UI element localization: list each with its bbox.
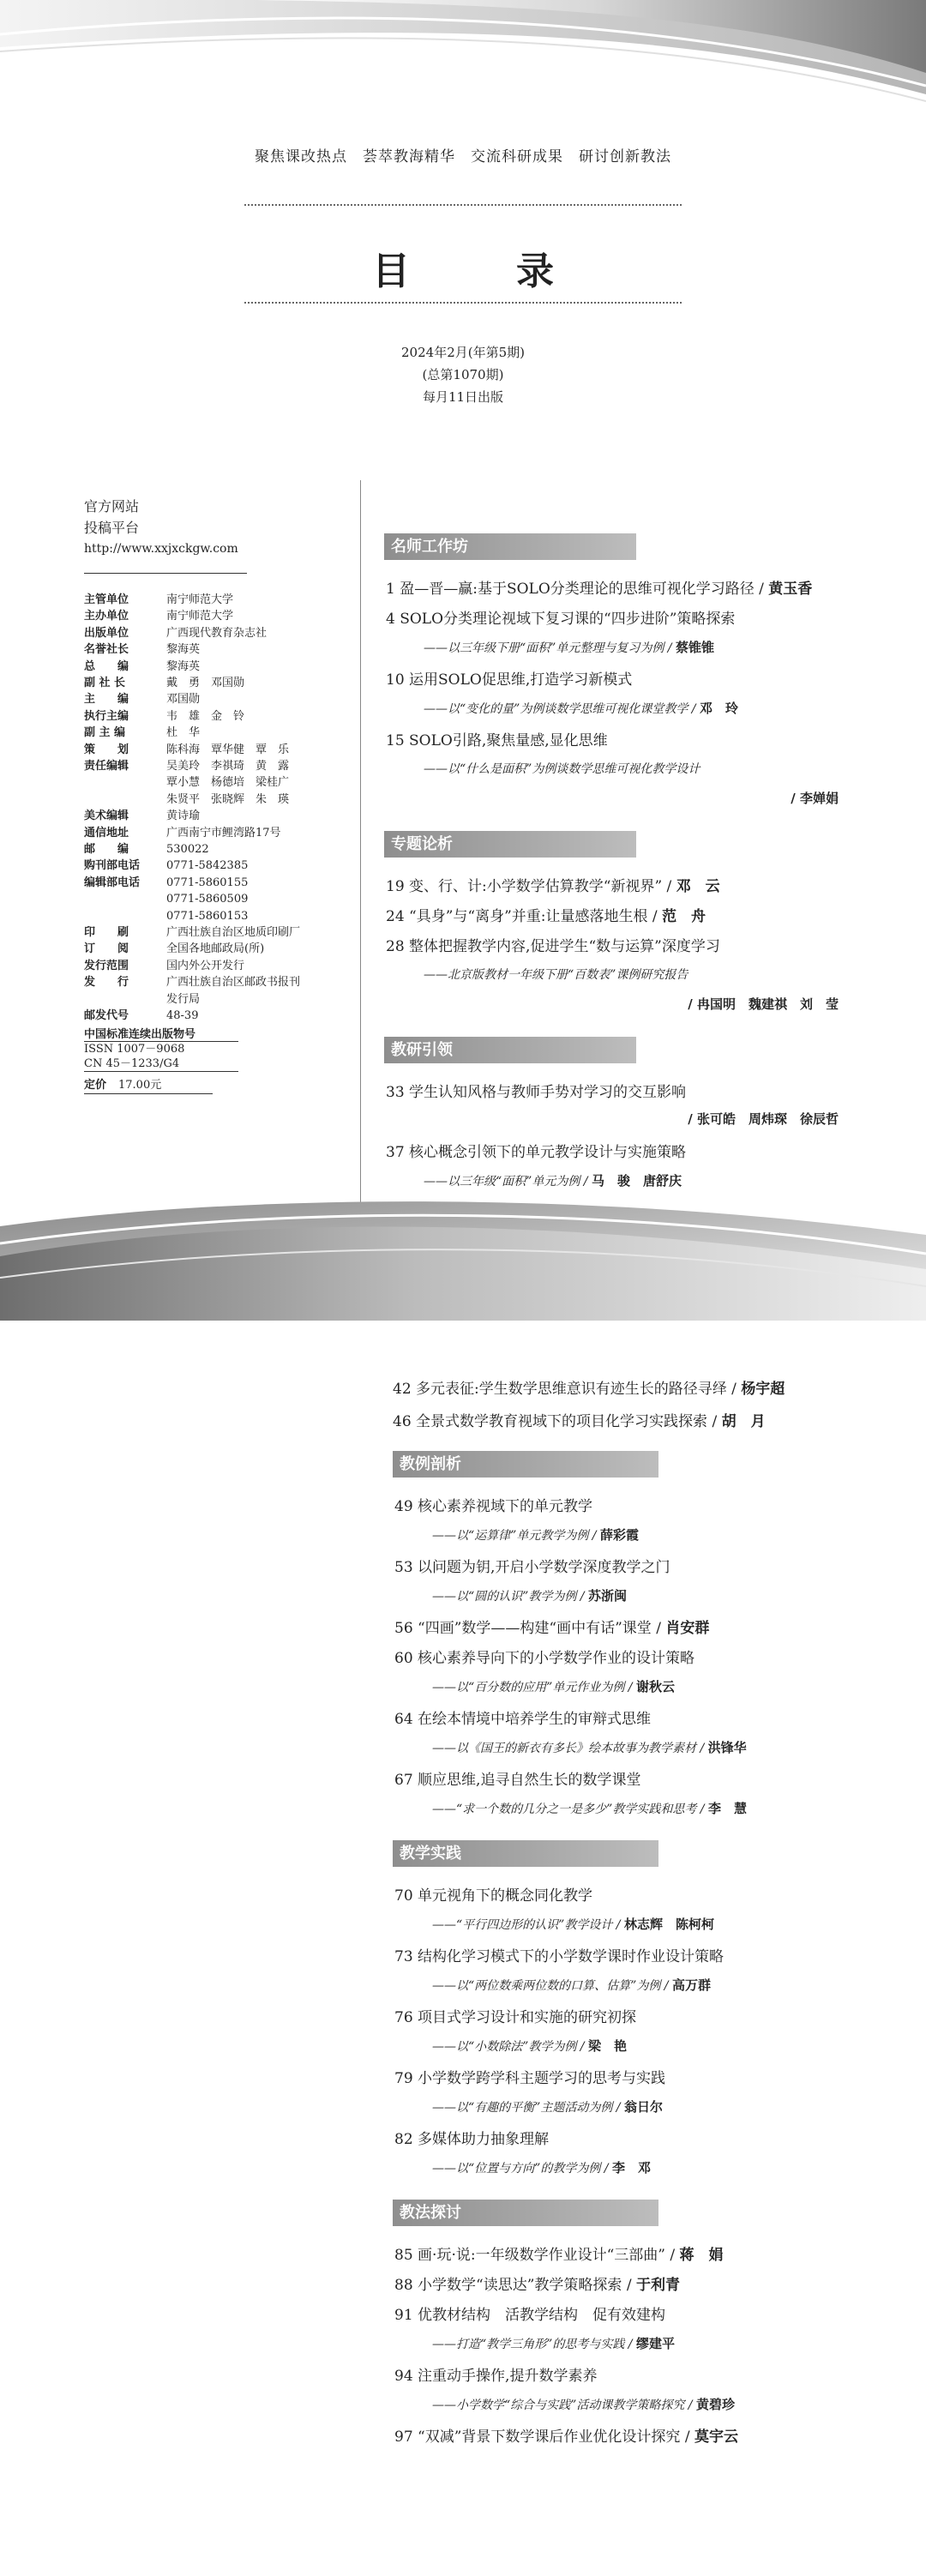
top-dotted-divider xyxy=(244,204,682,206)
info-row xyxy=(84,941,355,957)
toc-entry[interactable] xyxy=(394,2127,549,2148)
info-label: 印 刷 xyxy=(84,926,129,939)
toc-entry[interactable] xyxy=(394,1616,709,1637)
info-value: 国内外公开发行 xyxy=(166,959,245,972)
entry-title: 42 多元表征:学生数学思维意识有迹生长的路径寻绎 / xyxy=(393,1381,742,1398)
author-name: 翁日尔 xyxy=(623,2099,663,2115)
info-label xyxy=(84,991,166,1008)
entry-title: 94 注重动手操作,提升数学素养 xyxy=(394,2368,598,2385)
subtitle-text: ——以“有趣的平衡”主题活动为例 / xyxy=(432,2101,624,2115)
info-row xyxy=(84,641,355,658)
entry-title: 85 画·玩·说:一年级数学作业设计“三部曲” / xyxy=(394,2247,680,2264)
info-label xyxy=(84,774,166,791)
info-label: 订 阅 xyxy=(84,942,129,956)
issue-total: (总第1070期) xyxy=(422,367,504,382)
toc-subtitle xyxy=(424,760,700,777)
info-row xyxy=(84,958,355,974)
author-name: 梁 艳 xyxy=(587,2038,627,2054)
info-label: 主管单位 xyxy=(84,593,129,606)
info-label xyxy=(84,791,166,808)
toc-author-line: / 李婵娟 xyxy=(791,791,839,806)
entry-title: 76 项目式学习设计和实施的研究初探 xyxy=(394,2009,637,2026)
info-row xyxy=(84,791,355,808)
subtitle-text: ——以三年级下册“面积”单元整理与复习为例 / xyxy=(424,641,676,655)
toc-entry[interactable] xyxy=(386,1140,686,1161)
entry-title: 53 以问题为钥,开启小学数学深度教学之门 xyxy=(394,1559,670,1576)
info-row xyxy=(84,708,355,725)
author-name: 邓 云 xyxy=(676,878,720,895)
footer-swoosh-decoration xyxy=(0,1175,926,1321)
info-label xyxy=(84,908,166,924)
entry-title: 28 整体把握教学内容,促进学生“数与运算”深度学习 xyxy=(386,938,720,955)
info-value: 广西南宁市鲤湾路17号 xyxy=(166,826,281,840)
entry-title: 56 “四画”数学——构建“画中有话”课堂 / xyxy=(394,1620,666,1637)
toc-subtitle xyxy=(432,1976,711,1994)
subtitle-text: ——以“圆的认识”教学为例 / xyxy=(432,1590,588,1604)
toc-subtitle xyxy=(432,1799,747,1817)
author-name: 于利青 xyxy=(635,2277,680,2294)
info-value: 0771-5860155 xyxy=(166,876,249,889)
toc-subtitle xyxy=(432,1526,639,1544)
entry-title: 49 核心素养视域下的单元教学 xyxy=(394,1498,593,1515)
toc-subtitle xyxy=(432,1677,675,1695)
author-name: 黄玉香 xyxy=(768,581,813,598)
subtitle-text: ——“平行四边形的认识”教学设计 / xyxy=(432,1918,624,1932)
author-name: 马 骏 唐舒庆 xyxy=(591,1173,682,1189)
toc-subtitle xyxy=(424,966,688,983)
toc-entry[interactable] xyxy=(386,874,720,895)
price-label: 定价 xyxy=(84,1079,107,1092)
entry-title: 10 运用SOLO促思维,打造学习新模式 xyxy=(386,671,633,689)
info-label: 副 主 编 xyxy=(84,726,126,740)
info-label: 执行主编 xyxy=(84,709,129,723)
info-row xyxy=(84,875,355,891)
info-label: 名誉社长 xyxy=(84,643,129,657)
entry-title: 1 盈—晋—赢:基于SOLO分类理论的思维可视化学习路径 / xyxy=(386,581,769,598)
info-value: 发行局 xyxy=(166,992,201,1006)
info-label: 责任编辑 xyxy=(84,760,129,773)
page-title: 目 录 xyxy=(372,250,588,293)
info-row xyxy=(84,675,355,691)
info-value: 黎海英 xyxy=(166,659,201,673)
toc-subtitle xyxy=(432,1586,627,1604)
info-label: 副 社 长 xyxy=(84,677,126,689)
info-value: 覃小慧 杨德培 梁桂广 xyxy=(166,776,290,790)
author-name: 黄碧珍 xyxy=(695,2397,735,2412)
section-header: 教研引领 xyxy=(384,1037,636,1063)
info-row xyxy=(84,991,355,1008)
info-value: 0771-5842385 xyxy=(166,859,249,873)
author-name: 莫宇云 xyxy=(694,2429,738,2446)
column-divider xyxy=(360,480,361,1213)
info-row xyxy=(84,608,355,624)
entry-title: 46 全景式数学教育视域下的项目化学习实践探索 / xyxy=(393,1413,722,1430)
subtitle-text: ——以三年级“面积”单元为例 / xyxy=(424,1175,592,1189)
info-label: 发 行 xyxy=(84,976,129,990)
subtitle-text: ——以“运算律”单元教学为例 / xyxy=(432,1529,600,1543)
cn-number: CN 45－1233/G4 xyxy=(84,1057,180,1070)
standard-serial-label: 中国标准连续出版物号 xyxy=(84,1028,196,1041)
entry-title: 24 “具身”与“离身”并重:让量感落地生根 / xyxy=(386,908,663,925)
toc-subtitle xyxy=(432,2395,735,2413)
toc-entry[interactable] xyxy=(394,1767,640,1789)
toc-entry[interactable] xyxy=(386,934,720,955)
info-value: 南宁师范大学 xyxy=(166,593,234,606)
subtitle-text: ——打造“教学三角形”的思考与实践 / xyxy=(432,2338,636,2351)
author-name: 缪建平 xyxy=(635,2336,675,2351)
info-row xyxy=(84,858,355,874)
toc-subtitle xyxy=(432,2037,627,2055)
info-row xyxy=(84,659,355,675)
toc-entry[interactable] xyxy=(394,2424,738,2446)
toc-entry[interactable] xyxy=(394,1944,724,1965)
info-value: 广西壮族自治区邮政书报刊 xyxy=(166,976,301,990)
submission-platform-label: 投稿平台 xyxy=(84,520,140,536)
toc-subtitle xyxy=(432,1915,714,1933)
info-row xyxy=(84,592,355,608)
entry-title: 79 小学数学跨学科主题学习的思考与实践 xyxy=(394,2070,666,2087)
author-name: 李 慧 xyxy=(707,1801,747,1816)
info-value: 韦 雄 金 铃 xyxy=(166,709,245,723)
entry-title: 37 核心概念引领下的单元教学设计与实施策略 xyxy=(386,1144,687,1161)
toc-entry[interactable] xyxy=(386,576,812,598)
toc-entry[interactable] xyxy=(393,1376,785,1398)
author-name: 谢秋云 xyxy=(635,1679,675,1694)
toc-entry[interactable] xyxy=(386,1080,686,1101)
toc-entry[interactable] xyxy=(394,2302,665,2324)
subtitle-text: ——以“百分数的应用”单元作业为例 / xyxy=(432,1681,636,1694)
info-value: 朱贤平 张晓辉 朱 瑛 xyxy=(166,792,290,806)
subtitle-text: ——小学数学“综合与实践”活动课教学策略探究 / xyxy=(432,2398,696,2412)
info-row xyxy=(84,625,355,641)
author-name: 范 舟 xyxy=(662,908,707,925)
info-label: 美术编辑 xyxy=(84,810,129,823)
subtitle-text: ——以《国王的新衣有多长》绘本故事为教学素材 / xyxy=(432,1742,708,1755)
toc-entry[interactable] xyxy=(386,904,706,925)
info-value: 48-39 xyxy=(166,1009,199,1022)
info-row xyxy=(84,825,355,841)
info-label: 购刊部电话 xyxy=(84,859,141,873)
toc-entry[interactable] xyxy=(394,1706,651,1728)
info-label: 邮 编 xyxy=(84,843,129,856)
subtitle-text: ——以“小数除法”教学为例 / xyxy=(432,2040,588,2054)
issue-date: 2024年2月(年第5期) xyxy=(401,345,525,360)
subtitle-text: ——“求一个数的几分之一是多少”教学实践和思考 / xyxy=(432,1803,708,1816)
entry-title: 82 多媒体助力抽象理解 xyxy=(394,2131,550,2148)
info-row xyxy=(84,774,355,791)
toc-entry[interactable] xyxy=(386,728,608,749)
toc-author-line: / 冉国明 魏建祺 刘 莹 xyxy=(688,996,839,1012)
toc-entry[interactable] xyxy=(394,2242,724,2264)
info-row xyxy=(84,974,355,990)
toc-entry[interactable] xyxy=(394,1494,592,1515)
entry-title: 88 小学数学“读思达”教学策略探索 / xyxy=(394,2277,636,2294)
subtitle-text: ——以“位置与方向”的教学为例 / xyxy=(432,2162,612,2176)
subtitle-text: ——以“什么是面积”为例谈数学思维可视化教学设计 xyxy=(424,762,701,776)
info-label: 出版单位 xyxy=(84,626,129,640)
toc-author-line: / 张可皓 周炜琛 徐辰哲 xyxy=(688,1111,839,1127)
entry-title: 4 SOLO分类理论视域下复习课的“四步进阶”策略探索 xyxy=(386,611,736,628)
subtitle-text: ——以“两位数乘两位数的口算、估算”为例 / xyxy=(432,1979,672,1993)
toc-subtitle xyxy=(432,2098,663,2116)
entry-title: 15 SOLO引路,聚焦量感,显化思维 xyxy=(386,732,608,749)
toc-entry[interactable] xyxy=(394,2272,680,2294)
toc-entry[interactable] xyxy=(386,606,735,628)
toc-subtitle xyxy=(424,699,738,717)
info-value: 吴美玲 李祺琦 黄 露 xyxy=(166,760,290,773)
toc-entry[interactable] xyxy=(394,1883,592,1905)
info-label: 策 划 xyxy=(84,743,129,756)
info-value: 戴 勇 邓国勋 xyxy=(166,677,245,689)
entry-title: 64 在绘本情境中培养学生的审辩式思维 xyxy=(394,1711,652,1728)
info-row xyxy=(84,758,355,774)
author-name: 蔡锥锥 xyxy=(675,640,714,655)
info-value: 0771-5860509 xyxy=(166,893,249,906)
info-value: 邓国勋 xyxy=(166,693,201,707)
info-value: 广西壮族自治区地质印刷厂 xyxy=(166,926,301,939)
price-row xyxy=(84,1075,161,1092)
info-label: 主办单位 xyxy=(84,610,129,623)
toc-entry[interactable] xyxy=(394,2005,636,2026)
info-value: 黄诗瑜 xyxy=(166,810,201,823)
issn-box xyxy=(84,1041,238,1072)
subtitle-text: ——北京版教材一年级下册“百数表”课例研究报告 xyxy=(424,968,688,982)
info-row xyxy=(84,891,355,907)
entry-title: 97 “双减”背景下数学课后作业优化设计探究 / xyxy=(394,2429,694,2446)
entry-title: 19 变、行、计:小学数学估算教学“新视界” / xyxy=(386,878,676,895)
entry-title: 70 单元视角下的概念同化教学 xyxy=(394,1887,593,1905)
info-row xyxy=(84,742,355,758)
info-row xyxy=(84,1008,355,1024)
info-value: 全国各地邮政局(所) xyxy=(166,942,265,956)
section-header: 教例剖析 xyxy=(393,1451,658,1478)
info-value: 广西现代教育杂志社 xyxy=(166,626,268,640)
author-name: 林志辉 陈柯柯 xyxy=(623,1917,714,1932)
entry-title: 33 学生认知风格与教师手势对学习的交互影响 xyxy=(386,1084,687,1101)
issue-published: 每月11日出版 xyxy=(422,389,504,405)
entry-title: 60 核心素养导向下的小学数学作业的设计策略 xyxy=(394,1650,695,1667)
entry-title: 67 顺应思维,追寻自然生长的数学课堂 xyxy=(394,1772,641,1789)
price-underline xyxy=(84,1093,213,1094)
info-row xyxy=(84,808,355,824)
author-name: 蒋 娟 xyxy=(679,2247,724,2264)
info-label: 通信地址 xyxy=(84,826,129,840)
info-value: 0771-5860153 xyxy=(166,909,249,923)
issn-number: ISSN 1007－9068 xyxy=(84,1043,185,1056)
author-name: 高万群 xyxy=(671,1977,711,1993)
info-label: 总 编 xyxy=(84,659,129,673)
info-row xyxy=(84,725,355,741)
author-name: 洪锋华 xyxy=(707,1740,747,1755)
info-value: 杜 华 xyxy=(166,726,201,740)
info-row xyxy=(84,924,355,941)
info-label: 主 编 xyxy=(84,693,129,707)
toc-entry[interactable] xyxy=(394,2066,665,2087)
toc-entry[interactable] xyxy=(393,1409,766,1430)
info-label: 编辑部电话 xyxy=(84,876,141,889)
sidebar-divider xyxy=(84,573,247,574)
toc-subtitle xyxy=(432,2158,651,2176)
official-site-label: 官方网站 xyxy=(84,498,140,515)
author-name: 薛彩霞 xyxy=(599,1527,639,1543)
toc-entry[interactable] xyxy=(394,1646,694,1667)
bottom-dotted-divider xyxy=(244,302,682,304)
info-label xyxy=(84,891,166,907)
website-url-link[interactable]: http://www.xxjxckgw.com xyxy=(84,542,238,556)
author-name: 李 邓 xyxy=(611,2160,651,2176)
info-row xyxy=(84,841,355,858)
info-label: 邮发代号 xyxy=(84,1009,129,1022)
toc-subtitle xyxy=(432,2334,675,2352)
section-header: 专题论析 xyxy=(384,831,636,858)
info-row xyxy=(84,691,355,707)
author-name: 胡 月 xyxy=(721,1413,766,1430)
entry-title: 91 优教材结构 活教学结构 促有效建构 xyxy=(394,2307,666,2324)
info-row xyxy=(84,908,355,924)
price-value: 17.00元 xyxy=(118,1079,162,1092)
toc-subtitle xyxy=(432,1738,747,1756)
info-value: 南宁师范大学 xyxy=(166,610,234,623)
section-header: 名师工作坊 xyxy=(384,533,636,560)
toc-entry[interactable] xyxy=(386,667,632,689)
author-name: 杨宇超 xyxy=(741,1381,785,1398)
tagline: 聚焦课改热点 荟萃教海精华 交流科研成果 研讨创新教法 xyxy=(255,148,671,166)
info-value: 陈科海 覃华健 覃 乐 xyxy=(166,743,290,756)
toc-subtitle xyxy=(424,638,714,656)
info-value: 530022 xyxy=(166,843,209,856)
header-swoosh-decoration xyxy=(0,0,926,111)
entry-title: 73 结构化学习模式下的小学数学课时作业设计策略 xyxy=(394,1948,725,1965)
author-name: 邓 玲 xyxy=(699,701,738,716)
author-name: 肖安群 xyxy=(665,1620,710,1637)
toc-entry[interactable] xyxy=(394,1555,670,1576)
subtitle-text: ——以“变化的量”为例谈数学思维可视化课堂教学 / xyxy=(424,702,700,716)
info-value: 黎海英 xyxy=(166,643,201,657)
section-header: 教法探讨 xyxy=(393,2200,658,2226)
toc-entry[interactable] xyxy=(394,2363,597,2385)
section-header: 教学实践 xyxy=(393,1840,658,1867)
author-name: 苏浙闽 xyxy=(587,1588,627,1604)
info-label: 发行范围 xyxy=(84,959,129,972)
sidebar-links xyxy=(84,496,238,560)
